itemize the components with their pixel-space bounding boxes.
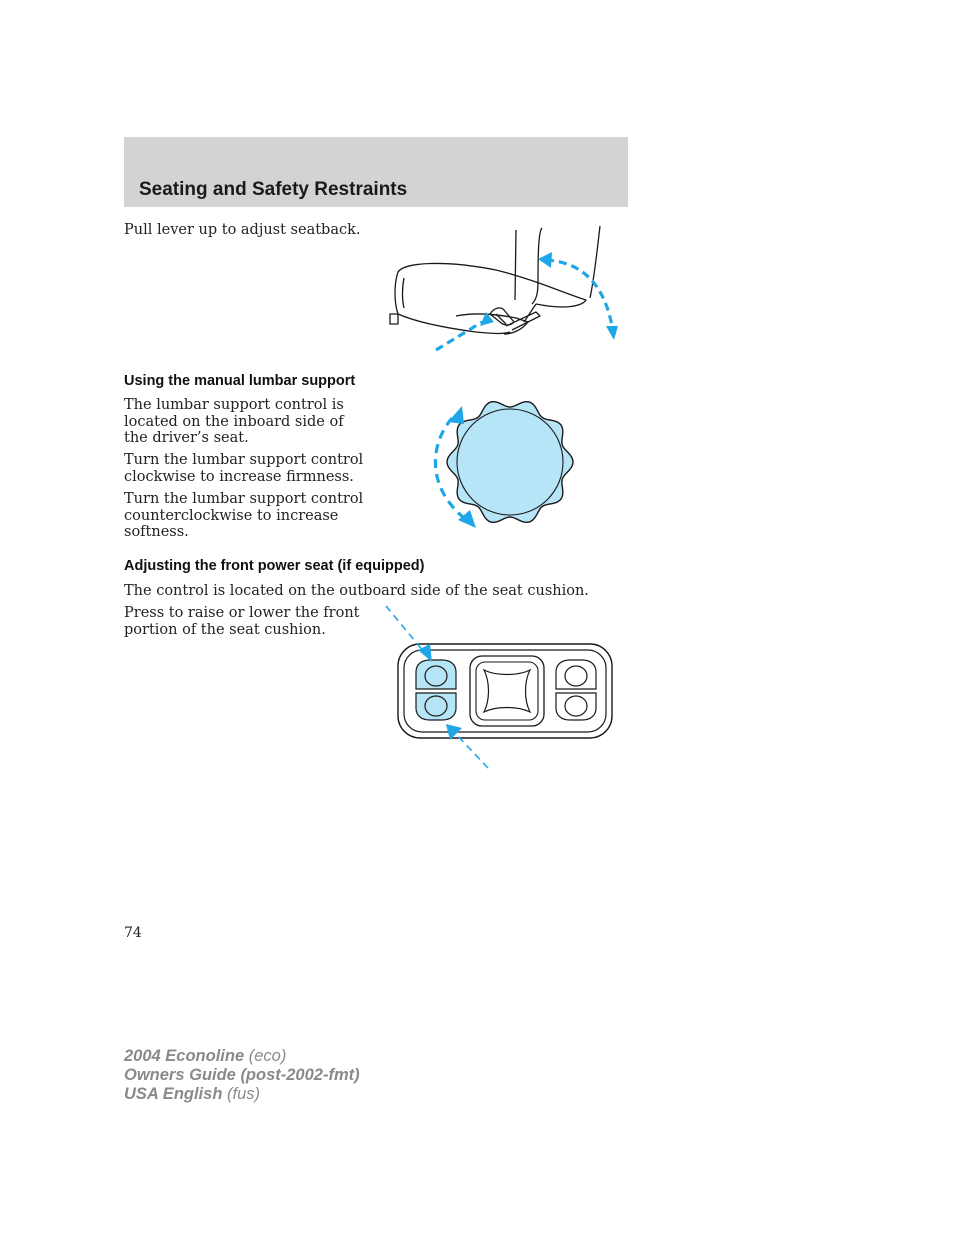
footer-guide: Owners Guide (post-2002-fmt) — [124, 1066, 360, 1084]
lumbar-location-text: The lumbar support control is located on the inboard side of the driver’s seat. — [124, 397, 344, 446]
lumbar-heading: Using the manual lumbar support — [124, 373, 356, 389]
footer-line-3 — [124, 1085, 360, 1104]
footer-model-code: (eco) — [248, 1047, 287, 1065]
footer-language: USA English — [124, 1085, 223, 1103]
power-seat-front-text: Press to raise or lower the front portion of the seat cushion. — [124, 605, 360, 638]
page-number: 74 — [124, 925, 142, 941]
power-seat-heading: Adjusting the front power seat (if equipped) — [124, 558, 425, 574]
footer-model: 2004 Econoline — [124, 1047, 245, 1065]
section-header-bar — [124, 137, 628, 207]
power-seat-control-illustration — [384, 604, 616, 770]
seatback-instruction: Pull lever up to adjust seatback. — [124, 222, 361, 238]
document-footer — [124, 1047, 360, 1104]
footer-language-code: (fus) — [227, 1085, 260, 1103]
section-title: Seating and Safety Restraints — [139, 179, 408, 200]
lumbar-firmness-text: Turn the lumbar support control clockwise to increase firmness. — [124, 452, 364, 485]
footer-line-2 — [124, 1066, 360, 1085]
lumbar-knob-illustration — [420, 396, 580, 530]
power-seat-location-text: The control is located on the outboard side of the seat cushion. — [124, 583, 589, 599]
seatback-lever-illustration — [386, 222, 626, 354]
footer-line-1 — [124, 1047, 360, 1066]
lumbar-softness-text: Turn the lumbar support control counterclockwise to increase softness. — [124, 491, 364, 540]
